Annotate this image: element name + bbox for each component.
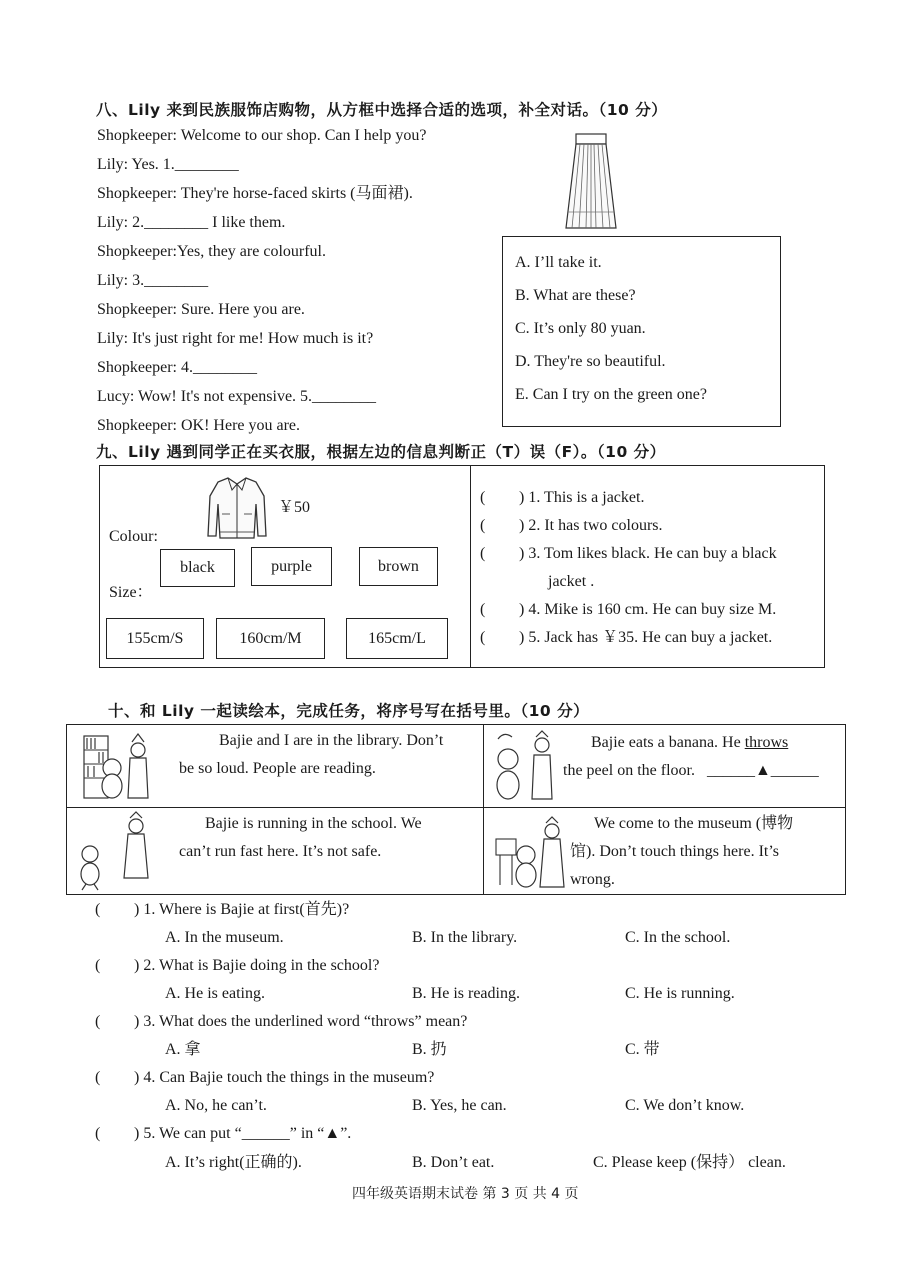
answer-bracket-9-2[interactable]: ( <box>480 517 486 534</box>
banana-scene-icon <box>492 729 560 803</box>
colour-box-black: black <box>160 549 235 587</box>
dialogue-line-10: Lucy: Wow! It's not expensive. 5.________ <box>97 388 377 405</box>
statement-5: ) 5. Jack has ￥35. He can buy a jacket. <box>519 629 773 646</box>
answer-bracket-9-5[interactable]: ( <box>480 629 486 646</box>
question-1-option-c: C. In the school. <box>625 929 731 946</box>
question-3-option-a: A. 拿 <box>165 1041 201 1058</box>
question-4-option-b: B. Yes, he can. <box>412 1097 507 1114</box>
dialogue-line-8: Lily: It's just right for me! How much is it? <box>97 330 374 347</box>
panel-1-text <box>179 727 479 783</box>
dialogue-line-1: Shopkeeper: Welcome to our shop. Can I help you? <box>97 127 427 144</box>
statement-2: ) 2. It has two colours. <box>519 517 663 534</box>
answer-bracket-10-1[interactable]: ( <box>95 901 101 918</box>
horse-face-skirt-icon <box>562 132 620 232</box>
answer-bracket-10-2[interactable]: ( <box>95 957 101 974</box>
question-2-option-a: A. He is eating. <box>165 985 265 1002</box>
dialogue-line-3: Shopkeeper: They're horse-faced skirts (马面裙). <box>97 185 413 202</box>
question-3-option-c: C. 带 <box>625 1041 660 1058</box>
question-1-option-b: B. In the library. <box>412 929 518 946</box>
question-1-stem: ) 1. Where is Bajie at first(首先)? <box>134 901 350 918</box>
section-9-heading: 九、Lily 遇到同学正在买衣服，根据左边的信息判断正（T）误（F）。（10 分） <box>96 443 666 461</box>
answer-bracket-9-3[interactable]: ( <box>480 545 486 562</box>
question-4-stem: ) 4. Can Bajie touch the things in the museum? <box>134 1069 435 1086</box>
panel-2-line-2-text: the peel on the floor. <box>563 762 695 779</box>
panel-4-line-3: wrong. <box>570 871 615 888</box>
size-box-s: 155cm/S <box>106 618 204 659</box>
running-scene-icon <box>76 812 156 892</box>
question-3-option-b: B. 扔 <box>412 1041 447 1058</box>
dialogue-line-9: Shopkeeper: 4.________ <box>97 359 257 376</box>
panel-3-text <box>179 810 479 866</box>
panel-4-line-1: We come to the museum (博物 <box>594 815 794 832</box>
panel-4-line-2: 馆). Don’t touch things here. It’s <box>570 843 780 860</box>
table-divider <box>470 465 471 668</box>
option-c: C. It’s only 80 yuan. <box>515 320 646 337</box>
option-e: E. Can I try on the green one? <box>515 386 707 403</box>
statement-3-cont: jacket . <box>548 573 595 590</box>
library-scene-icon <box>82 730 156 802</box>
colour-box-purple: purple <box>251 547 332 586</box>
question-2-option-b: B. He is reading. <box>412 985 520 1002</box>
panel-3-line-2: can’t run fast here. It’s not safe. <box>179 843 382 860</box>
question-4-option-c: C. We don’t know. <box>625 1097 745 1114</box>
dialogue-line-11: Shopkeeper: OK! Here you are. <box>97 417 301 434</box>
dialogue-line-7: Shopkeeper: Sure. Here you are. <box>97 301 305 318</box>
statement-1: ) 1. This is a jacket. <box>519 489 645 506</box>
section-10-heading: 十、和 Lily 一起读绘本，完成任务，将序号写在括号里。（10 分） <box>108 702 590 720</box>
question-5-option-b: B. Don’t eat. <box>412 1154 495 1171</box>
question-5-stem: ) 5. We can put “______” in “▲”. <box>134 1125 352 1142</box>
answer-bracket-10-3[interactable]: ( <box>95 1013 101 1030</box>
panel-1-line-2: be so loud. People are reading. <box>179 760 376 777</box>
panel-2-text <box>563 729 843 785</box>
panel-2-line-2 <box>563 757 843 785</box>
question-3-stem: ) 3. What does the underlined word “throws” mean? <box>134 1013 468 1030</box>
options-box <box>502 236 781 427</box>
size-box-l: 165cm/L <box>346 618 448 659</box>
panel-2-line-1-pre: Bajie eats a banana. He <box>591 734 745 751</box>
answer-bracket-9-4[interactable]: ( <box>480 601 486 618</box>
panel-2-line-1 <box>563 729 843 757</box>
option-d: D. They're so beautiful. <box>515 353 666 370</box>
size-label: Size： <box>109 584 153 601</box>
question-5-option-c: C. Please keep (保持） clean. <box>593 1154 786 1171</box>
price-label: ￥50 <box>278 499 311 516</box>
colour-label: Colour: <box>109 528 158 545</box>
answer-bracket-9-1[interactable]: ( <box>480 489 486 506</box>
dialogue-line-6: Lily: 3.________ <box>97 272 209 289</box>
page-footer: 四年级英语期末试卷 第 3 页 共 4 页 <box>352 1186 579 1202</box>
question-1-option-a: A. In the museum. <box>165 929 284 946</box>
grid-horizontal-divider <box>66 807 846 808</box>
question-2-option-c: C. He is running. <box>625 985 735 1002</box>
question-5-option-a: A. It’s right(正确的). <box>165 1154 302 1171</box>
panel-3-line-1: Bajie is running in the school. We <box>205 815 422 832</box>
question-4-option-a: A. No, he can’t. <box>165 1097 267 1114</box>
underlined-word-throws: throws <box>744 734 789 751</box>
panel-4-text <box>570 810 842 894</box>
jacket-icon <box>206 474 268 542</box>
statement-3: ) 3. Tom likes black. He can buy a black <box>519 545 777 562</box>
option-b: B. What are these? <box>515 287 636 304</box>
triangle-blank: ______▲______ <box>706 762 819 779</box>
question-2-stem: ) 2. What is Bajie doing in the school? <box>134 957 380 974</box>
dialogue-line-5: Shopkeeper:Yes, they are colourful. <box>97 243 326 260</box>
panel-1-line-1: Bajie and I are in the library. Don’t <box>219 732 444 749</box>
colour-box-brown: brown <box>359 547 438 586</box>
museum-scene-icon <box>492 815 566 891</box>
statement-4: ) 4. Mike is 160 cm. He can buy size M. <box>519 601 777 618</box>
answer-bracket-10-4[interactable]: ( <box>95 1069 101 1086</box>
dialogue-line-2: Lily: Yes. 1.________ <box>97 156 239 173</box>
size-box-m: 160cm/M <box>216 618 325 659</box>
section-8-heading: 八、Lily 来到民族服饰店购物，从方框中选择合适的选项，补全对话。（10 分） <box>96 101 668 119</box>
dialogue-line-4: Lily: 2.________ I like them. <box>97 214 286 231</box>
grid-vertical-divider <box>483 724 484 895</box>
answer-bracket-10-5[interactable]: ( <box>95 1125 101 1142</box>
option-a: A. I’ll take it. <box>515 254 602 271</box>
